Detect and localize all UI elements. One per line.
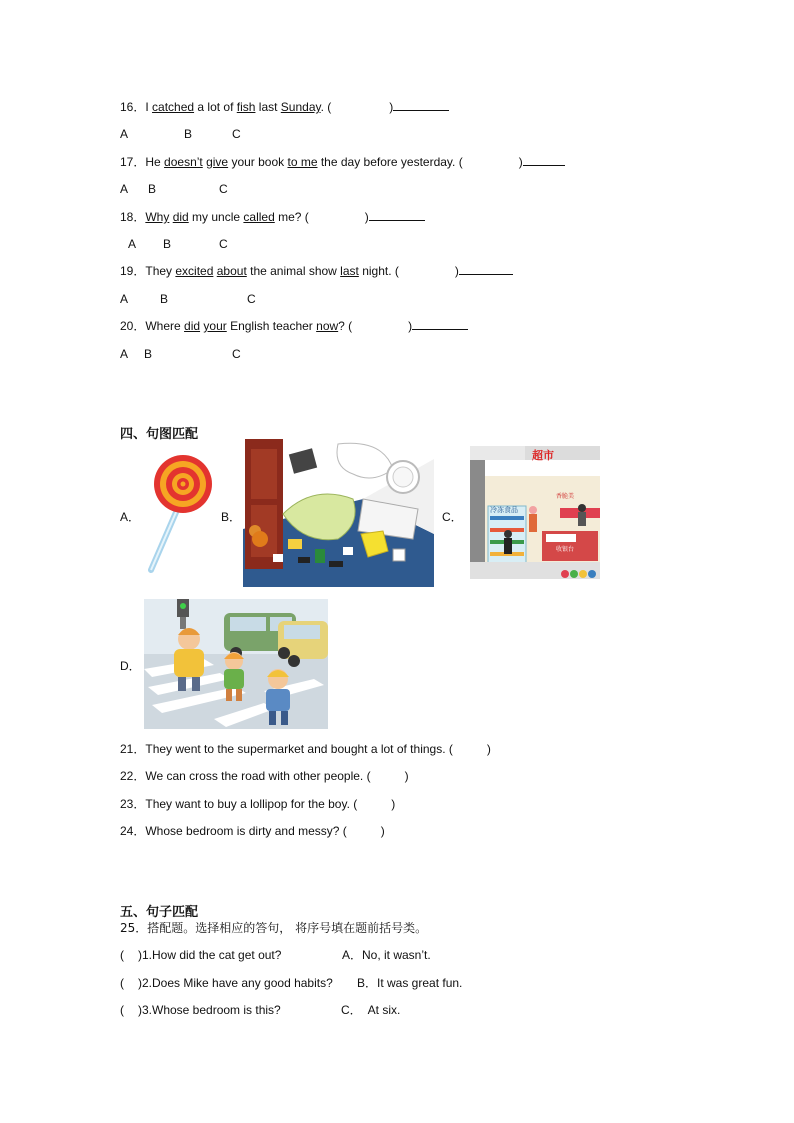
question-number: 17． bbox=[120, 155, 146, 169]
question-text: Whose bedroom is dirty and messy? ( bbox=[145, 824, 347, 838]
option-b: B bbox=[184, 127, 193, 141]
text: Where bbox=[145, 319, 185, 333]
question-number: 19． bbox=[120, 264, 146, 278]
instruction-25: 25．搭配题。选择相应的答句， 将序号填在题前括号类。 bbox=[120, 921, 428, 935]
question-number: 20． bbox=[120, 319, 146, 333]
text: ) bbox=[486, 742, 491, 756]
question-22 bbox=[120, 768, 409, 784]
text: the day before yesterday. ( bbox=[317, 155, 463, 169]
text: the animal show bbox=[246, 264, 341, 278]
question-number: 22． bbox=[120, 769, 146, 783]
supermarket-image bbox=[470, 446, 600, 579]
text: a lot of bbox=[194, 100, 237, 114]
underlined-word-a: Why bbox=[145, 210, 170, 224]
text: I bbox=[145, 100, 153, 114]
option-b: B bbox=[144, 347, 153, 361]
underlined-word-b: fish bbox=[236, 100, 256, 114]
underlined-word-a: excited bbox=[175, 264, 214, 278]
text: my uncle bbox=[188, 210, 244, 224]
match-answer-c: C． At six. bbox=[341, 1003, 401, 1017]
text: ) bbox=[404, 769, 409, 783]
underlined-word-c: now bbox=[316, 319, 339, 333]
option-c: C bbox=[247, 292, 256, 306]
text: ) bbox=[518, 155, 523, 169]
option-c: C bbox=[232, 347, 241, 361]
question-16 bbox=[120, 98, 449, 115]
frozen-food-sign: 冷冻食品 bbox=[490, 506, 518, 514]
paren: ( bbox=[120, 948, 124, 962]
underlined-word-b: your bbox=[203, 319, 227, 333]
option-c: C bbox=[219, 182, 228, 196]
question-number: 16． bbox=[120, 100, 146, 114]
underlined-word-c: Sunday bbox=[280, 100, 321, 114]
question-number: 18． bbox=[120, 210, 146, 224]
text: ? ( bbox=[338, 319, 353, 333]
lollipop-image bbox=[145, 452, 215, 574]
option-a: A bbox=[120, 347, 129, 361]
answer-blank[interactable] bbox=[393, 98, 449, 111]
question-20 bbox=[120, 317, 468, 334]
underlined-word-c: to me bbox=[287, 155, 318, 169]
picture-label-b: B． bbox=[221, 510, 242, 524]
underlined-word-a: doesn’t bbox=[164, 155, 203, 169]
match-question: )1.How did the cat get out? bbox=[138, 948, 282, 962]
match-row-2 bbox=[120, 975, 333, 991]
crossing-road-image bbox=[144, 599, 328, 729]
paren: ( bbox=[120, 1003, 124, 1017]
question-number: 21． bbox=[120, 742, 146, 756]
picture-label-d: D． bbox=[120, 659, 141, 673]
text: ) bbox=[380, 824, 385, 838]
question-17 bbox=[120, 153, 565, 170]
question-24 bbox=[120, 823, 385, 839]
question-text: They want to buy a lollipop for the boy. ( bbox=[145, 797, 358, 811]
match-answer-b: B．It was great fun. bbox=[357, 976, 463, 990]
option-b: B bbox=[163, 237, 172, 251]
cashier-sign: 收银台 bbox=[556, 546, 575, 553]
picture-label-a: A． bbox=[120, 510, 141, 524]
text: They bbox=[145, 264, 176, 278]
text: English teacher bbox=[226, 319, 317, 333]
picture-label-c: C． bbox=[442, 510, 463, 524]
text: ) bbox=[408, 319, 413, 333]
question-text: They went to the supermarket and bought a lot of things. ( bbox=[145, 742, 453, 756]
match-answer-a: A．No, it wasn’t. bbox=[342, 948, 431, 962]
underlined-word-b: about bbox=[216, 264, 247, 278]
answer-blank[interactable] bbox=[459, 262, 513, 275]
question-21 bbox=[120, 741, 491, 757]
option-c: C bbox=[232, 127, 241, 141]
paren: ( bbox=[120, 976, 124, 990]
match-row-1 bbox=[120, 947, 281, 963]
messy-bedroom-image bbox=[243, 439, 434, 587]
text: He bbox=[145, 155, 165, 169]
question-number: 23． bbox=[120, 797, 146, 811]
text: your book bbox=[228, 155, 288, 169]
text: ) bbox=[389, 100, 394, 114]
option-a: A bbox=[120, 127, 129, 141]
underlined-word-c: called bbox=[243, 210, 275, 224]
answer-blank[interactable] bbox=[369, 208, 425, 221]
underlined-word-b: did bbox=[172, 210, 189, 224]
text: night. ( bbox=[358, 264, 399, 278]
text: ) bbox=[364, 210, 369, 224]
section-heading-5: 五、句子匹配 bbox=[120, 905, 199, 920]
question-text: We can cross the road with other people. ( bbox=[145, 769, 371, 783]
shop-sign: 超市 bbox=[532, 449, 554, 462]
underlined-word-c: last bbox=[340, 264, 359, 278]
match-question: )2.Does Mike have any good habits? bbox=[138, 976, 333, 990]
underlined-word-a: catched bbox=[152, 100, 195, 114]
match-row-3 bbox=[120, 1002, 281, 1018]
answer-blank[interactable] bbox=[412, 317, 468, 330]
snacks-sign: 香脆美 bbox=[556, 493, 575, 500]
underlined-word-a: did bbox=[184, 319, 201, 333]
text: ) bbox=[454, 264, 459, 278]
text: me? ( bbox=[274, 210, 309, 224]
underlined-word-b: give bbox=[206, 155, 229, 169]
option-c: C bbox=[219, 237, 228, 251]
text: ) bbox=[391, 797, 396, 811]
answer-blank[interactable] bbox=[523, 153, 565, 166]
section-heading-4: 四、句图匹配 bbox=[120, 427, 199, 442]
question-19 bbox=[120, 262, 513, 279]
question-23 bbox=[120, 796, 395, 812]
text: . ( bbox=[320, 100, 332, 114]
option-b: B bbox=[160, 292, 169, 306]
option-a: A bbox=[128, 237, 137, 251]
option-b: B bbox=[148, 182, 157, 196]
text: last bbox=[255, 100, 281, 114]
option-a: A bbox=[120, 292, 129, 306]
match-question: )3.Whose bedroom is this? bbox=[138, 1003, 281, 1017]
question-number: 24． bbox=[120, 824, 146, 838]
option-a: A bbox=[120, 182, 129, 196]
question-18 bbox=[120, 208, 425, 225]
